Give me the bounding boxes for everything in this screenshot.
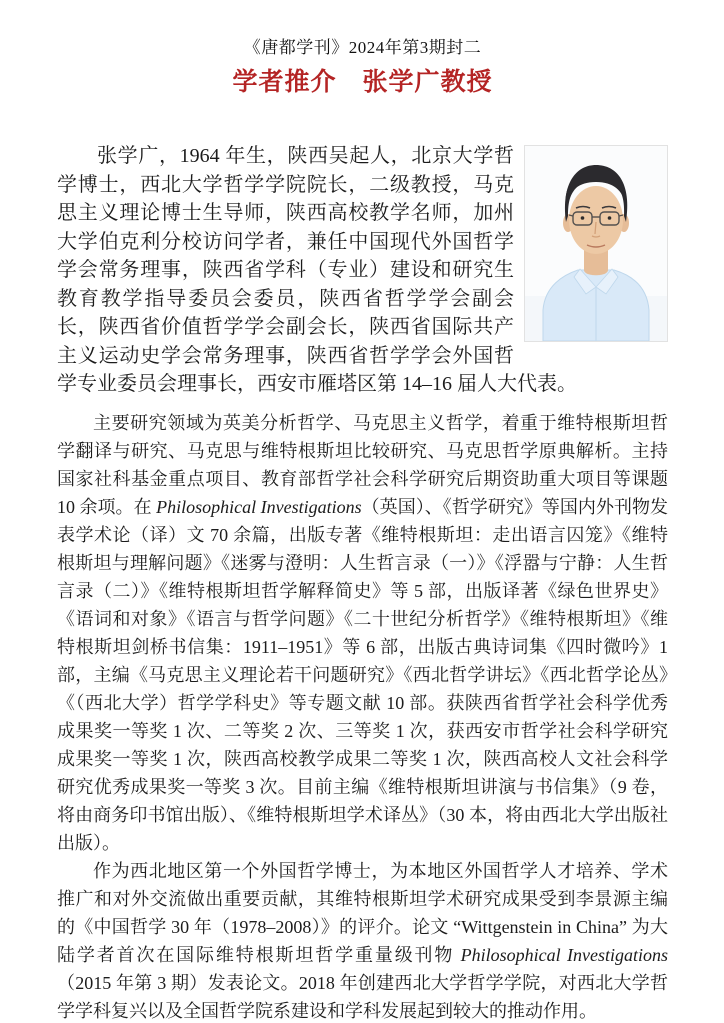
text-run: （英国）、《哲学研究》等国内外刊物发表学术论（译）文 70 余篇，出版专著《维特根斯坦：走出语言囚笼》《维特根斯坦与理解问题》《迷雾与澄明：人生哲言录（一）》《浮嚣与宁静：人生哲言录（二）》《维特根斯坦哲学解释简史》等 5 部，出版译著《绿色世界史》《语词和对象》《语言与哲学问题》《二十世纪分析哲学》《维特根斯坦》《维特根斯坦剑桥书信集：1911–1951》等 6 部，出版古典诗词集《四时微吟》1 部，主编《马克思主义理论若干问题研究》《西北哲学讲坛》《西北哲学论丛》《（西北大学）哲学学科史》等专题文献 10 部。获陕西省哲学社会科学优秀成果奖一等奖 1 次、二等奖 2 次、三等奖 1 次，获西安市哲学社会科学研究成果奖一等奖 1 次，陕西高校教学成果二等奖 1 次，陕西高校人文社会科学研究优秀成果奖一等奖 3 次。目前主编《维特根斯坦讲演与书信集》（9 卷，将由商务印书馆出版）、《维特根斯坦学术译丛》（30 本，将由西北大学出版社出版）。 bbox=[57, 496, 669, 853]
eye-left bbox=[581, 216, 585, 220]
portrait-photo bbox=[524, 145, 668, 342]
page-title: 学者推介 张学广教授 bbox=[232, 69, 493, 96]
shirt bbox=[543, 269, 649, 341]
text-run: 作为西北地区第一个外国哲学博士，为本地区外国哲学人才培养、学术推广和对外交流做出重要贡献，其维特根斯坦学术研究成果受到李景源主编的《中国哲学 30 年（1978–2008）》的评介。论文 “Wittgenstein in China” 为大陆学者首次在国际维特根斯坦哲学重量级刊物 bbox=[57, 860, 668, 965]
bio-section bbox=[57, 142, 668, 399]
influence-paragraph bbox=[57, 857, 668, 1023]
face bbox=[569, 186, 623, 254]
text-run: 张学广，1964 年生，陕西吴起人，北京大学哲学博士，西北大学哲学学院院长，二级教授，马克思主义理论博士生导师，陕西高校教学名师，加州大学伯克利分校访问学者，兼任中国现代外国哲学学会常务理事，陕西省学科（专业）建设和研究生教育教学指导委员会委员，陕西省哲学学会副会长，陕西省价值哲学学会副会长，陕西省国际共产主义运动史学会常务理事，陕西省哲学学会外国哲学专业委员会理事长，西安市雁塔区第 14–16 届人大代表。 bbox=[57, 145, 577, 395]
text-run: （2015 年第 3 期）发表论文。2018 年创建西北大学哲学学院，对西北大学哲学学科复兴以及全国哲学院系建设和学科发展起到较大的推动作用。 bbox=[57, 972, 668, 1021]
latin-journal-title-italic: Philosophical Investigations bbox=[156, 496, 362, 517]
text-run: 主要研究领域为英美分析哲学、马克思主义哲学，着重于维特根斯坦哲学翻译与研究、马克思与维特根斯坦比较研究、马克思哲学原典解析。主持国家社科基金重点项目、教育部哲学社会科学研究后期资助重大项目等课题 10 余项。在 bbox=[57, 412, 668, 517]
eye-right bbox=[608, 216, 612, 220]
journal-issue-line: 《唐都学刊》2024年第3期封二 bbox=[243, 38, 482, 57]
latin-journal-title-italic: Philosophical Investigations bbox=[460, 944, 669, 965]
portrait-illustration bbox=[525, 146, 667, 341]
research-paragraph bbox=[57, 409, 668, 857]
